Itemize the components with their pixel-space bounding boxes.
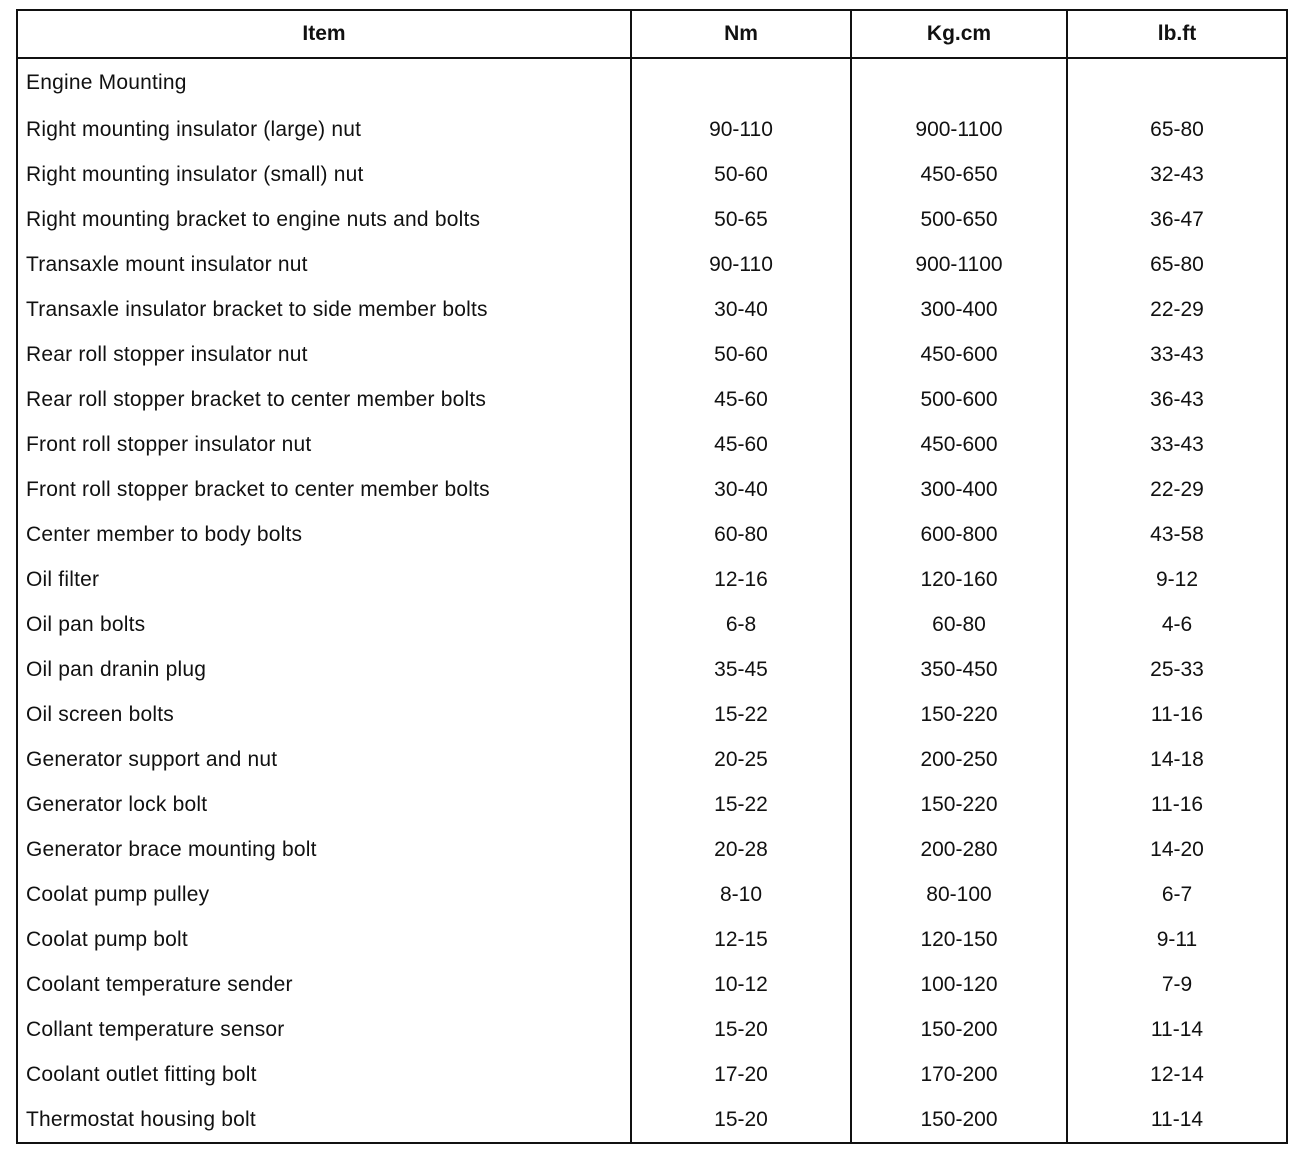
table-row [17,152,1287,197]
table-row [17,602,1287,647]
kgcm-cell: 200-250 [851,737,1067,782]
item-cell: Right mounting insulator (small) nut [17,152,631,197]
lbft-cell: 12-14 [1150,1062,1204,1086]
lbft-cell: 11-14 [1150,1017,1204,1041]
section-empty-cell [631,58,851,107]
item-cell: Generator brace mounting bolt [17,827,631,872]
lbft-cell: 14-20 [1150,837,1204,861]
lbft-cell: 22-29 [1150,297,1204,321]
kgcm-cell: 150-200 [851,1097,1067,1143]
table-row [17,197,1287,242]
table-row [17,107,1287,152]
kgcm-cell: 150-200 [851,1007,1067,1052]
item-cell: Front roll stopper insulator nut [17,422,631,467]
item-cell: Thermostat housing bolt [17,1097,631,1143]
header-row [17,10,1287,58]
kgcm-cell: 350-450 [851,647,1067,692]
table-row [17,1052,1287,1097]
table-row [17,557,1287,602]
table-row [17,1007,1287,1052]
nm-cell: 15-20 [631,1007,851,1052]
nm-cell: 30-40 [631,287,851,332]
table-body [17,58,1287,1143]
section-row [17,58,1287,107]
table-row [17,422,1287,467]
kgcm-cell: 150-220 [851,782,1067,827]
table-header [17,10,1287,58]
nm-cell: 12-15 [631,917,851,962]
kgcm-cell: 100-120 [851,962,1067,1007]
lbft-cell: 11-16 [1150,792,1204,816]
lbft-cell: 65-80 [1150,117,1204,141]
kgcm-cell: 500-650 [851,197,1067,242]
item-cell: Collant temperature sensor [17,1007,631,1052]
nm-cell: 90-110 [631,242,851,287]
item-cell: Oil pan bolts [17,602,631,647]
lbft-cell: 33-43 [1150,342,1204,366]
table-row [17,242,1287,287]
lbft-cell: 11-16 [1150,702,1204,726]
item-cell: Coolant temperature sender [17,962,631,1007]
kgcm-cell: 450-600 [851,332,1067,377]
item-cell: Coolant outlet fitting bolt [17,1052,631,1097]
table-row [17,1097,1287,1143]
section-empty-cell [851,58,1067,107]
item-cell: Oil pan dranin plug [17,647,631,692]
table-row [17,377,1287,422]
nm-cell: 45-60 [631,377,851,422]
table-row [17,872,1287,917]
kgcm-cell: 300-400 [851,287,1067,332]
kgcm-cell: 900-1100 [851,107,1067,152]
nm-cell: 6-8 [631,602,851,647]
table-row [17,917,1287,962]
nm-cell: 50-60 [631,332,851,377]
lbft-cell: 43-58 [1150,522,1204,546]
item-cell: Center member to body bolts [17,512,631,557]
header-item: Item [17,10,631,58]
kgcm-cell: 600-800 [851,512,1067,557]
nm-cell: 50-60 [631,152,851,197]
table-row [17,512,1287,557]
lbft-cell: 9-11 [1156,927,1198,951]
kgcm-cell: 500-600 [851,377,1067,422]
kgcm-cell: 150-220 [851,692,1067,737]
lbft-cell: 6-7 [1161,882,1193,906]
item-cell: Generator support and nut [17,737,631,782]
lbft-cell: 9-12 [1155,567,1199,591]
kgcm-cell: 450-650 [851,152,1067,197]
item-cell: Rear roll stopper bracket to center member bolts [17,377,631,422]
lbft-cell: 14-18 [1150,747,1204,771]
table-row [17,467,1287,512]
nm-cell: 90-110 [631,107,851,152]
lbft-cell: 22-29 [1150,477,1204,501]
torque-spec-table [16,9,1288,1144]
section-empty-cell [1067,58,1287,107]
nm-cell: 20-25 [631,737,851,782]
item-cell: Front roll stopper bracket to center member bolts [17,467,631,512]
kgcm-cell: 60-80 [851,602,1067,647]
lbft-cell: 11-14 [1150,1107,1204,1131]
header-lbft: lb.ft [1067,10,1287,58]
nm-cell: 60-80 [631,512,851,557]
nm-cell: 17-20 [631,1052,851,1097]
kgcm-cell: 120-160 [851,557,1067,602]
kgcm-cell: 900-1100 [851,242,1067,287]
item-cell: Oil screen bolts [17,692,631,737]
nm-cell: 45-60 [631,422,851,467]
kgcm-cell: 200-280 [851,827,1067,872]
item-cell: Right mounting insulator (large) nut [17,107,631,152]
nm-cell: 15-20 [631,1097,851,1143]
nm-cell: 8-10 [631,872,851,917]
kgcm-cell: 170-200 [851,1052,1067,1097]
table-row [17,827,1287,872]
item-cell: Generator lock bolt [17,782,631,827]
table-row [17,692,1287,737]
lbft-cell: 36-43 [1150,387,1204,411]
table-row [17,737,1287,782]
kgcm-cell: 80-100 [851,872,1067,917]
nm-cell: 10-12 [631,962,851,1007]
item-cell: Coolat pump bolt [17,917,631,962]
header-kgcm: Kg.cm [851,10,1067,58]
lbft-cell: 7-9 [1161,972,1193,996]
nm-cell: 35-45 [631,647,851,692]
table-row [17,332,1287,377]
lbft-cell: 65-80 [1150,252,1204,276]
nm-cell: 12-16 [631,557,851,602]
table-row [17,647,1287,692]
item-cell: Rear roll stopper insulator nut [17,332,631,377]
kgcm-cell: 120-150 [851,917,1067,962]
section-title: Engine Mounting [17,58,631,107]
kgcm-cell: 450-600 [851,422,1067,467]
nm-cell: 15-22 [631,782,851,827]
lbft-cell: 36-47 [1150,207,1204,231]
item-cell: Transaxle insulator bracket to side member bolts [17,287,631,332]
lbft-cell: 4-6 [1161,612,1193,636]
header-nm: Nm [631,10,851,58]
item-cell: Coolat pump pulley [17,872,631,917]
item-cell: Oil filter [17,557,631,602]
lbft-cell: 32-43 [1150,162,1204,186]
nm-cell: 20-28 [631,827,851,872]
kgcm-cell: 300-400 [851,467,1067,512]
nm-cell: 50-65 [631,197,851,242]
table-row [17,287,1287,332]
item-cell: Right mounting bracket to engine nuts and bolts [17,197,631,242]
table-row [17,962,1287,1007]
lbft-cell: 25-33 [1150,657,1204,681]
lbft-cell: 33-43 [1150,432,1204,456]
nm-cell: 30-40 [631,467,851,512]
nm-cell: 15-22 [631,692,851,737]
item-cell: Transaxle mount insulator nut [17,242,631,287]
table-row [17,782,1287,827]
